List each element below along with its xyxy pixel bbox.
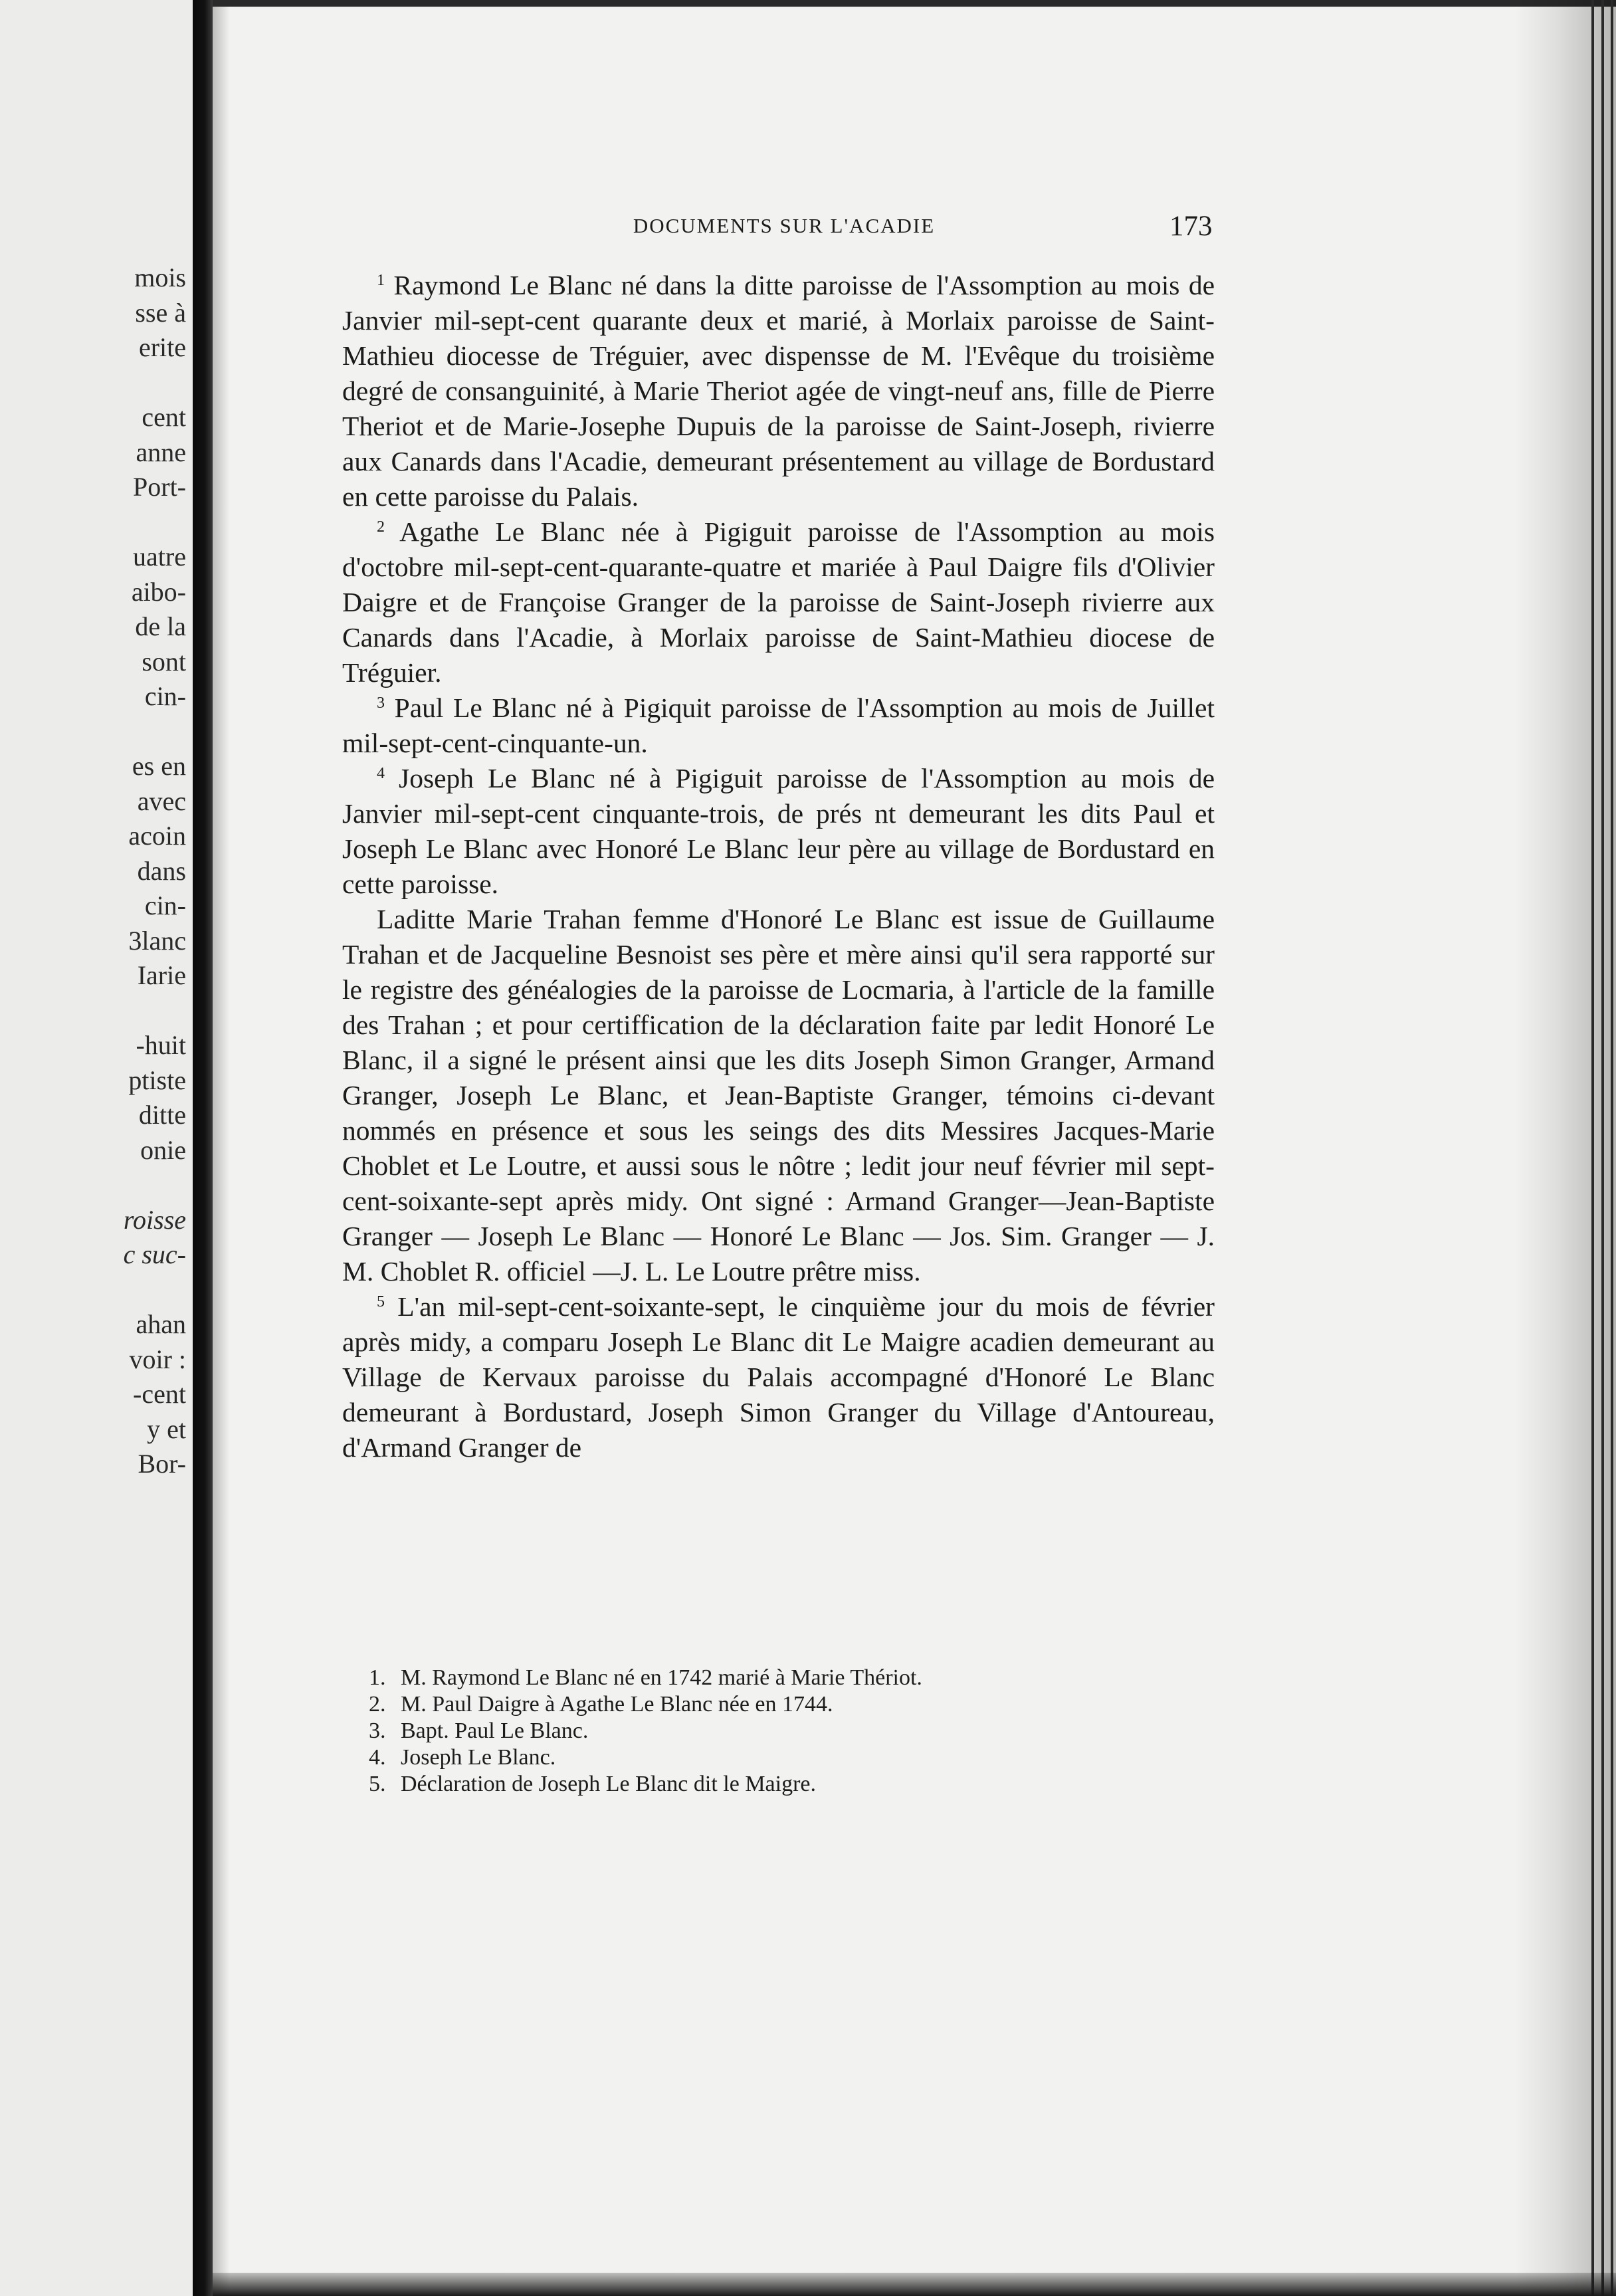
facing-page-line: Iarie xyxy=(137,960,186,990)
facing-page-line: dans xyxy=(137,855,186,886)
paragraph-text: Agathe Le Blanc née à Pigiguit paroisse de l'Assomption au mois d'octobre mil-sept-cent-quarante-quatre et mariée à Paul Daigre fils d'Olivier Daigre et de Françoise Granger de la paroisse de Saint-Joseph rivierre aux Canards dans l'Acadie, à Morlaix paroisse de Saint-Mathieu diocese de Tréguier. xyxy=(342,516,1215,688)
facing-page-line: anne xyxy=(136,437,186,467)
gutter-shadow xyxy=(213,0,230,2296)
page-number: 173 xyxy=(1169,211,1213,242)
facing-page-line: 3lanc xyxy=(128,925,186,956)
paragraph xyxy=(342,268,1215,514)
facing-page-line: sse à xyxy=(135,297,186,328)
footnote-text: M. Raymond Le Blanc né en 1742 marié à Marie Thériot. xyxy=(401,1665,922,1690)
footnote xyxy=(369,1691,1199,1718)
paragraph xyxy=(342,514,1215,690)
footnote xyxy=(369,1665,1199,1691)
facing-page-line: acoin xyxy=(128,821,186,851)
facing-page-line: cent xyxy=(142,402,186,432)
facing-page-line: onie xyxy=(140,1134,186,1165)
facing-page-line: c suc- xyxy=(123,1239,186,1269)
facing-page-line: erite xyxy=(138,332,186,362)
facing-page-line: cin- xyxy=(144,681,186,711)
paragraph xyxy=(342,690,1215,761)
paragraph xyxy=(342,1289,1215,1465)
note-marker: 5 xyxy=(377,1293,385,1310)
paragraph-text: Joseph Le Blanc né à Pigiguit paroisse de l'Assomption au mois de Janvier mil-sept-cent cinquante-trois, de prés nt demeurant les dits Paul et Joseph Le Blanc avec Honoré Le Blanc leur père au village de Bordustard en cette paroisse. xyxy=(342,763,1215,899)
paragraph xyxy=(342,761,1215,902)
note-marker: 2 xyxy=(377,518,385,536)
footnote xyxy=(369,1744,1199,1771)
running-head: DOCUMENTS SUR L'ACADIE xyxy=(633,214,936,237)
page-edge-line xyxy=(1611,0,1613,2296)
facing-page-line: uatre xyxy=(133,542,186,572)
paragraph xyxy=(342,902,1215,1289)
facing-page-line: ditte xyxy=(138,1100,186,1130)
note-marker: 1 xyxy=(377,272,385,289)
facing-page-line: avec xyxy=(137,785,186,816)
facing-page-line: Port- xyxy=(133,472,186,502)
page-edge-line xyxy=(1601,0,1604,2296)
facing-page-line: voir : xyxy=(129,1344,186,1374)
note-marker: 3 xyxy=(377,694,385,712)
footnote-number: 2. xyxy=(369,1692,386,1717)
footnote-text: Déclaration de Joseph Le Blanc dit le Maigre. xyxy=(401,1772,816,1796)
footnote xyxy=(369,1771,1199,1798)
facing-page-line: -huit xyxy=(136,1030,186,1060)
facing-page-line: y et xyxy=(147,1413,186,1444)
paragraph-text: L'an mil-sept-cent-soixante-sept, le cinquième jour du mois de février après midy, a comparu Joseph Le Blanc dit Le Maigre acadien demeurant au Village de Kervaux paroisse du Palais accompagné d'Honoré Le Blanc demeurant à Bordustard, Joseph Simon Granger du Village d'Antoureau, d'Armand Granger de xyxy=(342,1291,1215,1463)
page-edge-line xyxy=(1591,0,1594,2296)
footnote xyxy=(369,1718,1199,1744)
footnote-number: 1. xyxy=(369,1665,386,1690)
footnotes xyxy=(369,1665,1199,1798)
footnote-text: Joseph Le Blanc. xyxy=(401,1745,556,1770)
facing-page-line: -cent xyxy=(133,1379,186,1409)
footnote-number: 4. xyxy=(369,1745,386,1770)
note-marker: 4 xyxy=(377,765,385,782)
facing-page-line: cin- xyxy=(144,890,186,920)
footnote-number: 3. xyxy=(369,1719,386,1743)
footnote-number: 5. xyxy=(369,1772,386,1796)
body-text xyxy=(342,268,1215,1465)
facing-page-line: aibo- xyxy=(131,576,186,607)
paragraph-text: Raymond Le Blanc né dans la ditte paroisse de l'Assomption au mois de Janvier mil-sept-cent quarante deux et marié, à Morlaix paroisse de Saint-Mathieu diocesse de Tréguier, avec dispensse de M. l'Evêque du troisième degré de consanguinité, à Marie Theriot agée de vingt-neuf ans, fille de Pierre Theriot et de Marie-Josephe Dupuis de la paroisse de Saint-Joseph, rivierre aux Canards dans l'Acadie, demeurant présentement au village de Bordustard en cette paroisse du Palais. xyxy=(342,270,1215,512)
facing-page-line: mois xyxy=(134,262,186,292)
facing-page-line: ptiste xyxy=(128,1065,186,1095)
footnote-text: M. Paul Daigre à Agathe Le Blanc née en 1744. xyxy=(401,1692,833,1717)
facing-page-line: es en xyxy=(132,751,186,781)
facing-page-line: ahan xyxy=(136,1309,186,1339)
paragraph-text: Paul Le Blanc né à Pigiquit paroisse de l'Assomption au mois de Juillet mil-sept-cent-cinquante-un. xyxy=(342,692,1215,758)
facing-page-line: roisse xyxy=(123,1204,186,1235)
facing-page-fragment xyxy=(0,0,193,2296)
facing-page-line: Bor- xyxy=(138,1449,186,1479)
bottom-edge xyxy=(213,2273,1616,2296)
footnote-text: Bapt. Paul Le Blanc. xyxy=(401,1719,589,1743)
paragraph-text: Laditte Marie Trahan femme d'Honoré Le Blanc est issue de Guillaume Trahan et de Jacqueline Besnoist ses père et mère ainsi qu'il sera rapporté sur le registre des généalogies de la paroisse de Locmaria, à l'article de la famille des Trahan ; et pour certiffication de la déclaration faite par ledit Honoré Le Blanc, il a signé le présent ainsi que les dits Joseph Simon Granger, Armand Granger, Joseph Le Blanc, et Jean-Baptiste Granger, témoins ci-devant nommés en présence et sous les seings des dits Messires Jacques-Marie Choblet et Le Loutre, et aussi sous le nôtre ; ledit jour neuf février mil sept-cent-soixante-sept après midy. Ont signé : Armand Granger—Jean-Baptiste Granger — Joseph Le Blanc — Honoré Le Blanc — Jos. Sim. Granger — J. M. Choblet R. officiel —J. L. Le Loutre prêtre miss. xyxy=(342,904,1215,1287)
top-edge xyxy=(213,0,1616,7)
facing-page-line: sont xyxy=(142,646,186,677)
book-gutter xyxy=(193,0,213,2296)
facing-page-line: de la xyxy=(135,611,186,641)
